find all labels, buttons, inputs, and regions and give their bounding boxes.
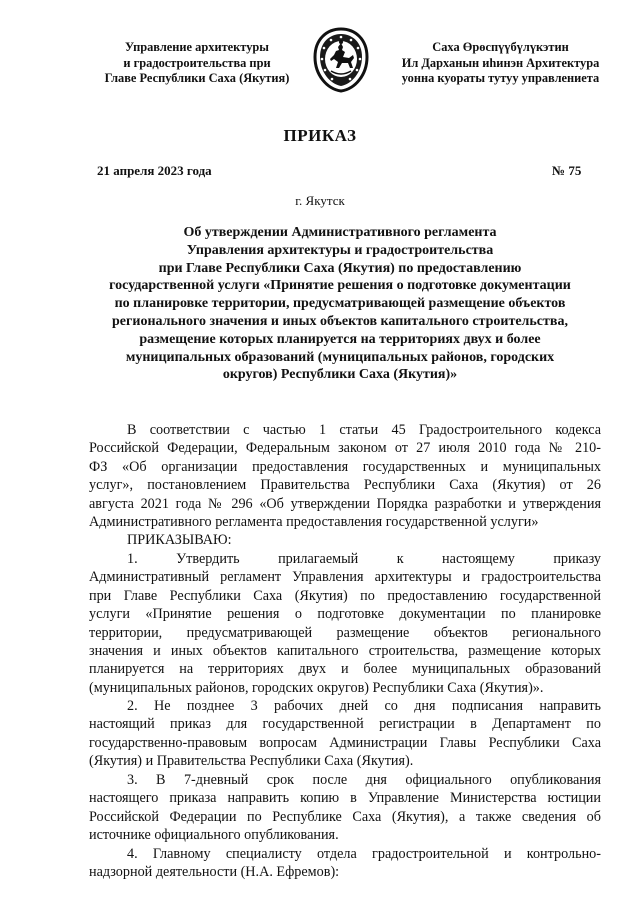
subject-line: Об утверждении Административного регламента xyxy=(183,225,497,240)
letterhead-right-line: Ил Дарханын иһинэн Архитектура xyxy=(401,55,600,70)
order-item-1 xyxy=(89,550,601,697)
body-line: Административный регламент Управления архитектуры и градостроительства xyxy=(89,569,601,586)
letterhead-right-line: Саха Өрөспүүбүлүкэтин xyxy=(432,40,569,54)
body-line: источнике официального опубликования. xyxy=(89,827,339,844)
body-line: августа 2021 года № 296 «Об утверждении Порядка разработки и утверждения xyxy=(89,495,601,512)
coat-of-arms-icon xyxy=(311,27,371,93)
body-line: надзорной деятельности (Н.А. Ефремов): xyxy=(89,864,340,881)
order-item-2 xyxy=(89,697,601,771)
body-line: 4. Главному специалисту отдела градостроительной и контрольно- xyxy=(127,846,601,862)
body-line: В соответствии с частью 1 статьи 45 Градостроительного кодекса xyxy=(127,422,601,438)
body-line: услуг», постановлением Правительства Республики Саха (Якутия) от 26 xyxy=(89,477,601,494)
subject-line: Управления архитектуры и градостроительства xyxy=(186,242,494,258)
order-date: 21 апреля 2023 года xyxy=(97,163,212,178)
order-word-paragraph xyxy=(89,531,601,549)
order-city: г. Якутск xyxy=(295,193,345,208)
body-line: территории, предусматривающей размещение объектов регионального xyxy=(89,624,601,641)
order-item-3 xyxy=(89,771,601,845)
letterhead-left-line: Управление архитектуры xyxy=(125,40,269,54)
body-line: Административного регламента предоставления государственной услуги» xyxy=(89,513,539,530)
body-line: 2. Не позднее 3 рабочих дней со дня подписания направить xyxy=(127,698,601,714)
body-line: значения и иных объектов капитального строительства, размещение которых xyxy=(89,642,601,659)
body-line: настоящего приказа направить копию в Управление Министерства юстиции xyxy=(89,790,601,807)
body-line: 3. В 7-дневный срок после дня официального опубликования xyxy=(127,772,601,788)
letterhead-left xyxy=(92,40,302,87)
body-line: (муниципальных районов, городских округов) Республики Саха (Якутия)». xyxy=(89,679,544,696)
letterhead-right xyxy=(388,40,613,87)
subject-line: при Главе Республики Саха (Якутия) по предоставлению xyxy=(158,260,522,276)
body-line: Российской Федерации, Федеральным законом от 27 июля 2010 года № 210- xyxy=(89,440,601,457)
subject-line: округов) Республики Саха (Якутия)» xyxy=(222,367,458,383)
body-line: настоящий приказ для государственной регистрации в Департамент по xyxy=(89,716,601,733)
body-line: услуги «Принятие решения о подготовке документации по планировке xyxy=(89,606,601,623)
subject-line: размещение которых планируется на территориях двух и более xyxy=(139,331,541,347)
order-word: ПРИКАЗЫВАЮ: xyxy=(127,532,232,548)
body-line: планируется на территориях двух и более муниципальных образований xyxy=(89,661,601,678)
body-line: при Главе Республики Саха (Якутия) по предоставлению государственной xyxy=(89,587,601,604)
order-subject xyxy=(80,224,600,384)
body-line: (Якутия) и Правительства Республики Саха (Якутия). xyxy=(89,753,414,770)
body-line: 1. Утвердить прилагаемый к настоящему приказу xyxy=(127,551,601,567)
subject-line: муниципальных образований (муниципальных районов, городских xyxy=(125,349,555,365)
order-item-4 xyxy=(89,845,601,882)
order-number: № 75 xyxy=(552,163,582,178)
letterhead-right-line: уонна куораты тутуу управлениета xyxy=(401,71,600,85)
body-line: Российской Федерации по Республике Саха (Якутия), а также сведения об xyxy=(89,808,601,825)
body-line: ФЗ «Об организации предоставления государственных и муниципальных xyxy=(89,458,601,475)
subject-line: по планировке территории, предусматривающей размещение объектов xyxy=(114,296,566,312)
letterhead-left-line: Главе Республики Саха (Якутия) xyxy=(104,71,290,85)
letterhead-left-line: и градостроительства при xyxy=(123,55,271,70)
order-title: ПРИКАЗ xyxy=(283,126,357,145)
preamble-paragraph xyxy=(89,421,601,531)
body-line: государственно-правовым вопросам Администрации Главы Республики Саха xyxy=(89,734,601,751)
subject-line: регионального значения и иных объектов капитального строительства, xyxy=(112,313,568,329)
subject-line: государственной услуги «Принятие решения о подготовке документации xyxy=(109,278,571,294)
